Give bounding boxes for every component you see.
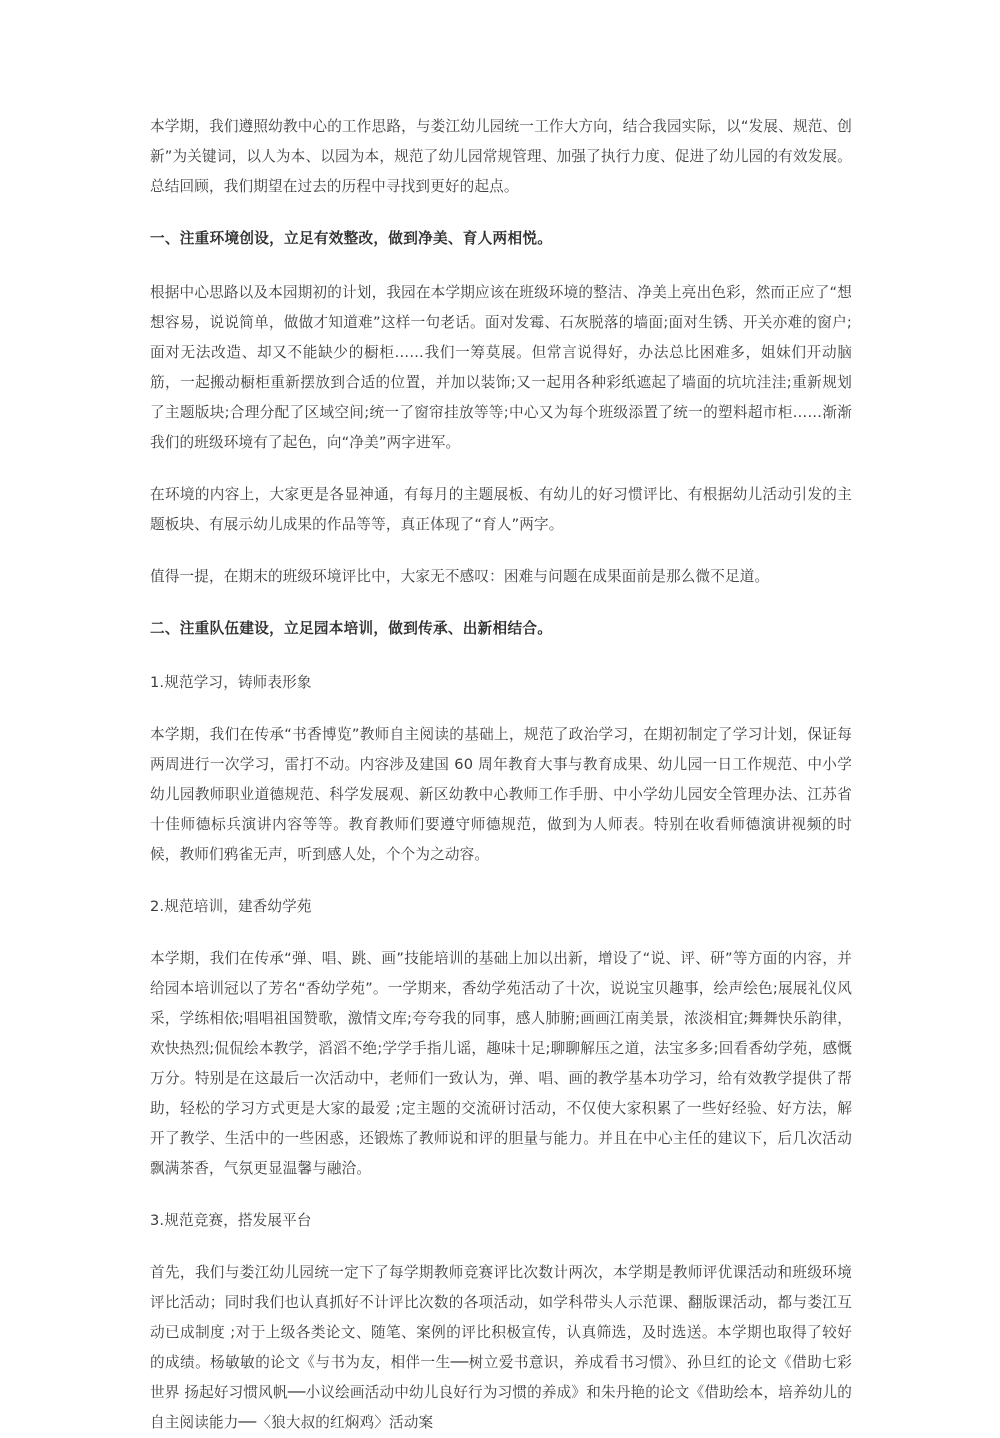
paragraph-2-3-body: 首先，我们与娄江幼儿园统一定下了每学期教师竞赛评比次数计两次，本学期是教师评优课活动和班级环境评比活动；同时我们也认真抓好不计评比次数的各项活动，如学科带头人示范课、翻版课活动，都与娄江互动已成制度 ;对于上级各类论文、随笔、案例的评比积极宣传，认真筛选，及时选送。本学期也取得了较好的成绩。杨敏敏的论文《与书为友，相伴一生──树立爱书意识，养成看书习惯》、孙旦红的论文《借助七彩世界 扬起好习惯风帆──小议绘画活动中幼儿良好行为习惯的养成》和朱丹艳的论文《借助绘本，培养幼儿的自主阅读能力──〈狼大叔的红焖鸡〉活动案 — [150, 1264, 852, 1431]
paragraph-section1-closing-remark: 值得一提，在期末的班级环境评比中，大家无不感叹：困难与问题在成果面前是那么微不足道。 — [150, 568, 770, 585]
paragraph-section1-environment-cleanup: 根据中心思路以及本园期初的计划，我园在本学期应该在班级环境的整洁、净美上亮出色彩，然而正应了“想想容易，说说简单，做做才知道难”这样一句老话。面对发霉、石灰脱落的墙面;面对生锈、开关亦难的窗户;面对无法改造、却又不能缺少的橱柜……我们一筹莫展。但常言说得好，办法总比困难多，姐妹们开动脑筋，一起搬动橱柜重新摆放到合适的位置，并加以装饰;又一起用各种彩纸遮起了墙面的坑坑洼洼;重新规划了主题版块;合理分配了区域空间;统一了窗帘挂放等等;中心又为每个班级添置了统一的塑料超市柜……渐渐我们的班级环境有了起色，向“净美”两字进军。 — [150, 284, 852, 451]
paragraph-intro: 本学期，我们遵照幼教中心的工作思路，与娄江幼儿园统一工作大方向，结合我园实际，以“发展、规范、创新”为关键词，以人为本、以园为本，规范了幼儿园常规管理、加强了执行力度、促进了幼儿园的有效发展。总结回顾，我们期望在过去的历程中寻找到更好的起点。 — [150, 118, 852, 195]
subheading-2-3-standardized-competition: 3.规范竞赛，搭发展平台 — [150, 1212, 312, 1229]
section-heading-one: 一、注重环境创设，立足有效整改，做到净美、育人两相悦。 — [150, 230, 553, 247]
subheading-2-1-standardized-study: 1.规范学习，铸师表形象 — [150, 674, 312, 691]
subheading-2-2-standardized-training: 2.规范培训，建香幼学苑 — [150, 898, 312, 915]
paragraph-2-2-body: 本学期，我们在传承“弹、唱、跳、画”技能培训的基础上加以出新，增设了“说、评、研”等方面的内容，并给园本培训冠以了芳名“香幼学苑”。一学期来，香幼学苑活动了十次，说说宝贝趣事，绘声绘色;展展礼仪风采，学练相依;唱唱祖国赞歌，激情文库;夸夸我的同事，感人肺腑;画画江南美景，浓淡相宜;舞舞快乐韵律，欢快热烈;侃侃绘本教学，滔滔不绝;学学手指儿谣，趣味十足;聊聊解压之道，法宝多多;回看香幼学苑，感慨万分。特别是在这最后一次活动中，老师们一致认为，弹、唱、画的教学基本功学习，给有效教学提供了帮助，轻松的学习方式更是大家的最爱 ;定主题的交流研讨活动，不仅使大家积累了一些好经验、好方法，解开了教学、生活中的一些困惑，还锻炼了教师说和评的胆量与能力。并且在中心主任的建议下，后几次活动飘满茶香，气氛更显温馨与融洽。 — [150, 950, 852, 1177]
document-body — [150, 112, 852, 1438]
section-heading-two: 二、注重队伍建设，立足园本培训，做到传承、出新相结合。 — [150, 620, 553, 637]
paragraph-section1-environment-content: 在环境的内容上，大家更是各显神通，有每月的主题展板、有幼儿的好习惯评比、有根据幼儿活动引发的主题板块、有展示幼儿成果的作品等等，真正体现了“育人”两字。 — [150, 486, 852, 533]
paragraph-2-1-body: 本学期，我们在传承“书香博览”教师自主阅读的基础上，规范了政治学习，在期初制定了学习计划，保证每两周进行一次学习，雷打不动。内容涉及建国 60 周年教育大事与教育成果、幼儿园一日工作规范、中小学幼儿园教师职业道德规范、科学发展观、新区幼教中心教师工作手册、中小学幼儿园安全管理办法、江苏省十佳师德标兵演讲内容等等。教育教师们要遵守师德规范，做到为人师表。特别在收看师德演讲视频的时候，教师们鸦雀无声，听到感人处，个个为之动容。 — [150, 726, 852, 863]
